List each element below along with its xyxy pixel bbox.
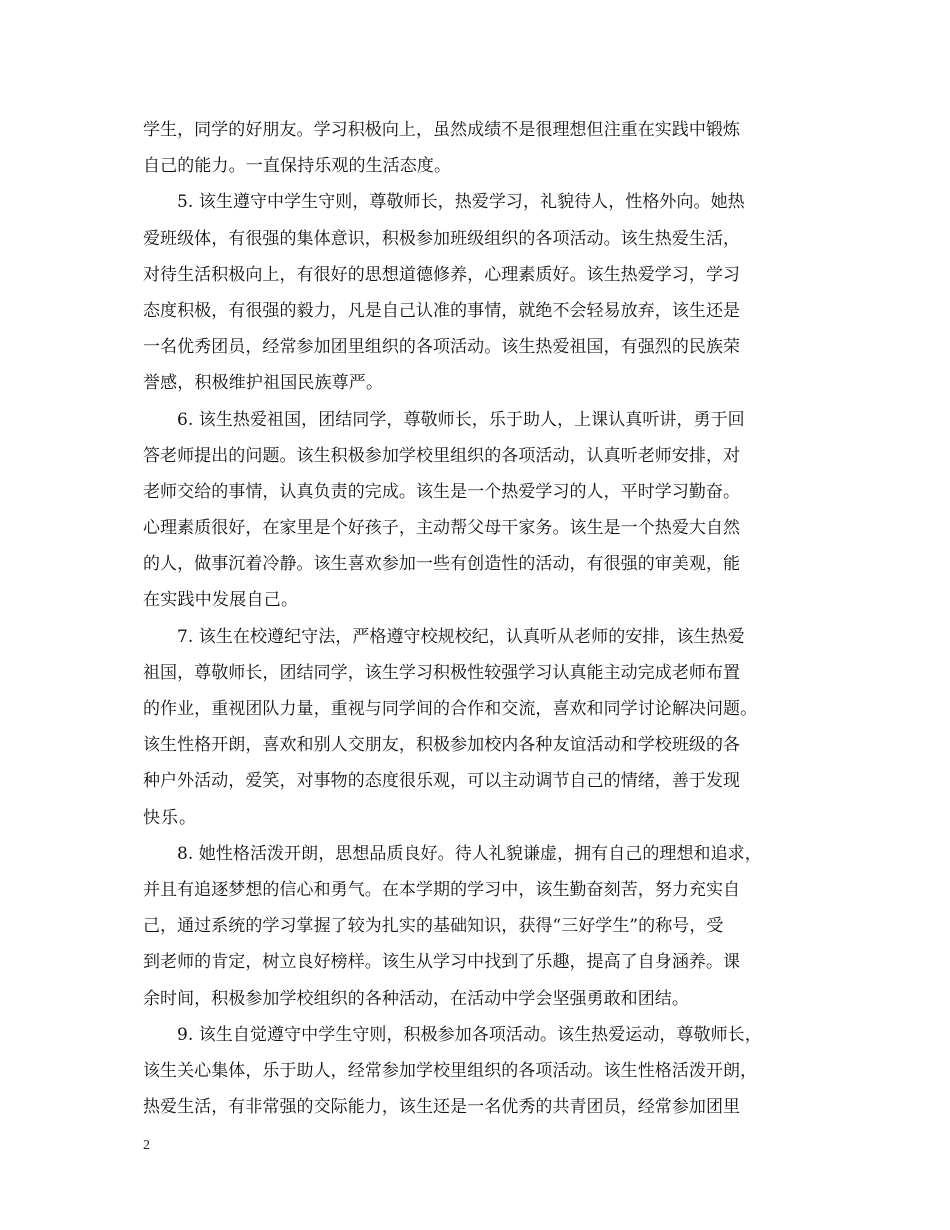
text-line: 的人，做事沉着冷静。该生喜欢参加一些有创造性的活动，有很强的审美观，能 bbox=[143, 554, 741, 575]
text-line: 热爱生活，有非常强的交际能力，该生还是一名优秀的共青团员，经常参加团里 bbox=[143, 1097, 741, 1118]
text-line: 该生性格开朗，喜欢和别人交朋友，积极参加校内各种友谊活动和学校班级的各 bbox=[143, 735, 741, 756]
text-line: 老师交给的事情，认真负责的完成。该生是一个热爱学习的人，平时学习勤奋。 bbox=[143, 481, 741, 502]
text-line: 祖国，尊敬师长，团结同学，该生学习积极性较强学习认真能主动完成老师布置 bbox=[143, 662, 741, 683]
text-line: 一名优秀团员，经常参加团里组织的各项活动。该生热爱祖国，有强烈的民族荣 bbox=[143, 337, 741, 358]
paragraph-first-line: 9. 该生自觉遵守中学生守则，积极参加各项活动。该生热爱运动，尊敬师长， bbox=[177, 1024, 762, 1045]
text-line: 在实践中发展自己。 bbox=[143, 590, 299, 611]
text-line: 态度积极，有很强的毅力，凡是自己认准的事情，就绝不会轻易放弃，该生还是 bbox=[143, 300, 741, 321]
paragraph-first-line: 7. 该生在校遵纪守法，严格遵守校规校纪，认真听从老师的安排，该生热爱 bbox=[177, 626, 745, 647]
paragraph-first-line: 6. 该生热爱祖国，团结同学，尊敬师长，乐于助人，上课认真听讲，勇于回 bbox=[177, 409, 745, 430]
paragraph-first-line: 5. 该生遵守中学生守则，尊敬师长，热爱学习，礼貌待人，性格外向。她热 bbox=[177, 192, 745, 213]
text-line: 对待生活积极向上，有很好的思想道德修养，心理素质好。该生热爱学习，学习 bbox=[143, 264, 741, 285]
text-line: 爱班级体，有很强的集体意识，积极参加班级组织的各项活动。该生热爱生活， bbox=[143, 228, 741, 249]
page-number: 2 bbox=[143, 1138, 150, 1153]
text-line: 的作业，重视团队力量，重视与同学间的合作和交流，喜欢和同学讨论解决问题。 bbox=[143, 699, 758, 719]
text-line: 誉感，积极维护祖国民族尊严。 bbox=[143, 373, 384, 394]
text-line: 种户外活动，爱笑，对事物的态度很乐观，可以主动调节自己的情绪，善于发现 bbox=[143, 771, 741, 792]
text-line: 余时间，积极参加学校组织的各种活动，在活动中学会坚强勇敢和团结。 bbox=[143, 988, 689, 1009]
document-body bbox=[143, 112, 821, 1125]
text-line: 己，通过系统的学习掌握了较为扎实的基础知识，获得“三好学生”的称号，受 bbox=[143, 916, 724, 937]
text-line: 学生，同学的好朋友。学习积极向上，虽然成绩不是很理想但注重在实践中锻炼 bbox=[143, 120, 741, 140]
text-line: 并且有追逐梦想的信心和勇气。在本学期的学习中，该生勤奋刻苦，努力充实自 bbox=[143, 879, 741, 900]
text-line: 自己的能力。一直保持乐观的生活态度。 bbox=[143, 156, 452, 177]
text-line: 到老师的肯定，树立良好榜样。该生从学习中找到了乐趣，提高了自身涵养。课 bbox=[143, 952, 741, 973]
text-line: 该生关心集体，乐于助人，经常参加学校里组织的各项活动。该生性格活泼开朗， bbox=[143, 1060, 758, 1081]
text-line: 快乐。 bbox=[143, 807, 197, 828]
paragraph-first-line: 8. 她性格活泼开朗，思想品质良好。待人礼貌谦虚，拥有自己的理想和追求， bbox=[177, 843, 762, 864]
text-line: 心理素质很好，在家里是个好孩子，主动帮父母干家务。该生是一个热爱大自然 bbox=[143, 518, 741, 539]
text-line: 答老师提出的问题。该生积极参加学校里组织的各项活动，认真听老师安排，对 bbox=[143, 445, 741, 466]
